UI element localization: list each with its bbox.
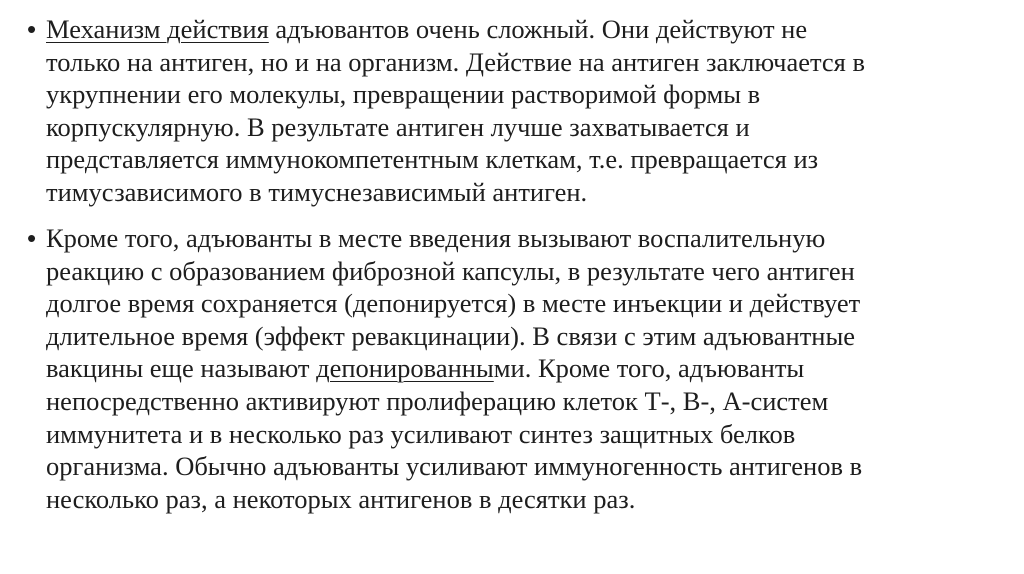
bullet-paragraph-mechanism <box>27 13 987 209</box>
text-line: иммунитета и в несколько раз усиливают синтез защитных белков <box>46 418 796 449</box>
bullet-paragraph-inflammation <box>27 222 987 515</box>
text-line: долгое время сохраняется (депонируется) в месте инъекции и действует <box>46 288 861 319</box>
bullet-icon: • <box>27 223 37 253</box>
text-line: тимусзависимого в тимуснезависимый антиген. <box>46 176 588 207</box>
text-line: Кроме того, адъюванты в месте введения вызывают воспалительную <box>46 223 826 253</box>
text-line: вакцины еще называют депонированными. Кроме того, адъюванты <box>46 353 805 384</box>
text-line: Механизм действия адъювантов очень сложный. Они действуют не <box>46 14 808 44</box>
text-line: только на антиген, но и на организм. Действие на антиген заключается в <box>46 46 865 77</box>
underlined-term: Механизм действия <box>46 14 269 44</box>
text-line: организма. Обычно адъюванты усиливают иммуногенность антигенов в <box>46 451 863 482</box>
text-line: непосредственно активируют пролиферацию клеток Т-, В-, А-систем <box>46 385 829 416</box>
text-line: несколько раз, а некоторых антигенов в десятки раз. <box>46 483 636 514</box>
bullet-icon: • <box>27 14 37 44</box>
text-line: длительное время (эффект ревакцинации). В связи с этим адъювантные <box>46 320 856 351</box>
text-line: корпускулярную. В результате антиген лучше захватывается и <box>46 111 750 142</box>
text-line: укрупнении его молекулы, превращении растворимой формы в <box>46 79 761 110</box>
text-line: реакцию с образованием фиброзной капсулы, в результате чего антиген <box>46 255 855 286</box>
underlined-term: депонированны <box>316 353 494 384</box>
text-line: представляется иммунокомпетентным клеткам, т.е. превращается из <box>46 144 819 175</box>
